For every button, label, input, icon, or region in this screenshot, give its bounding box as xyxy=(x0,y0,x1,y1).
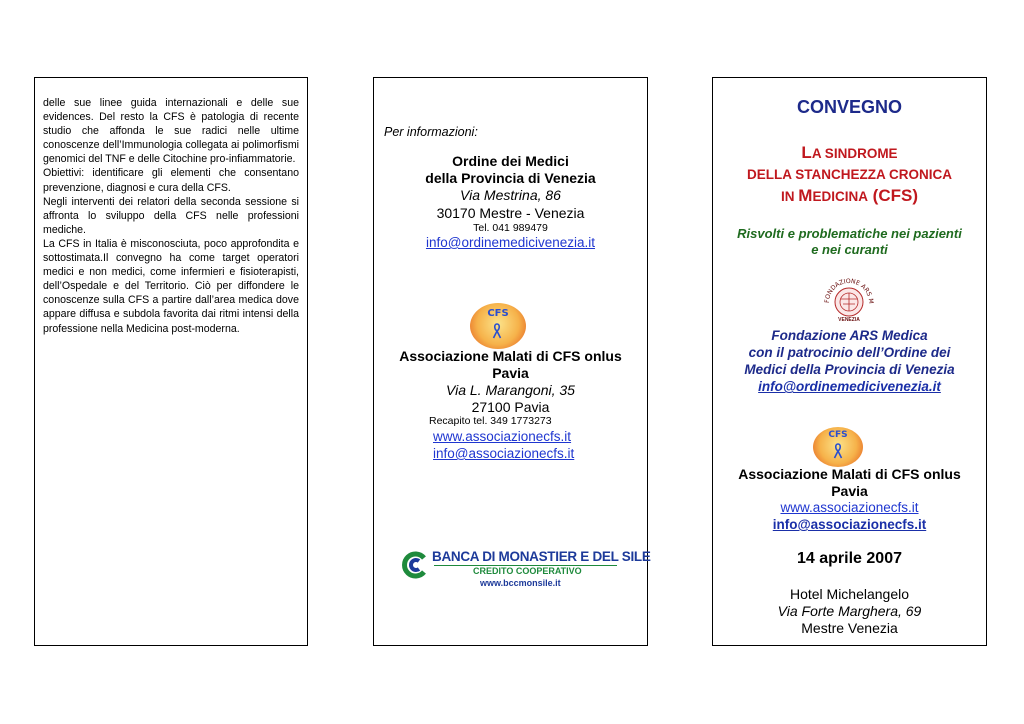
assoc-right-2: Pavia xyxy=(831,483,868,499)
fondazione-line-1: Fondazione ARS Medica xyxy=(771,328,928,343)
ribbon-icon xyxy=(492,323,502,339)
convegno-heading: CONVEGNO xyxy=(796,97,902,117)
bank-name: BANCA DI MONASTIER E DEL SILE xyxy=(432,549,651,564)
body-text xyxy=(43,96,299,336)
hotel-city: Mestre Venezia xyxy=(801,620,898,636)
paragraph-1: delle sue linee guida internazionali e delle sue evidences. Del resto la CFS è patologia di recente studio che affonda le sue radici nelle ultime conoscenze dell’Immunologia collegata ai polimorfismi genomici del TNF e delle Citochine pro-infiammatorie. xyxy=(43,97,299,166)
ordine-tel: Tel. 041 989479 xyxy=(473,222,548,234)
title-cap-m: M xyxy=(798,186,813,205)
subtitle-2: e nei curanti xyxy=(811,242,888,257)
paragraph-3: Negli interventi dei relatori della seconda sessione si affronta lo sviluppo della CFS nelle professioni mediche. xyxy=(43,195,299,236)
bank-url: www.bccmonsile.it xyxy=(480,578,561,588)
seal-city: VENEZIA xyxy=(838,317,860,323)
right-panel xyxy=(712,77,987,646)
ordine-name-1: Ordine dei Medici xyxy=(452,153,569,169)
fondazione-line-2: con il patrocinio dell’Ordine dei xyxy=(748,345,951,360)
ordine-name-2: della Provincia di Venezia xyxy=(425,170,596,186)
title-cap-l: L xyxy=(801,143,812,162)
paragraph-2: Obiettivi: identificare gli elementi che consentano prevenzione, diagnosi e cura della CFS. xyxy=(43,167,299,194)
info-label: Per informazioni: xyxy=(384,125,478,139)
assoc-street: Via L. Marangoni, 35 xyxy=(446,382,575,398)
title-line-1 xyxy=(713,143,986,163)
title-in: IN xyxy=(781,189,799,204)
ribbon-small-icon xyxy=(833,443,843,459)
ordine-street: Via Mestrina, 86 xyxy=(460,187,561,203)
assoc-city: 27100 Pavia xyxy=(471,399,550,415)
bank-emblem-icon xyxy=(400,550,430,580)
seal-text: FONDAZIONE ARS M xyxy=(823,277,875,305)
cfs-logo-small xyxy=(813,427,863,467)
event-date: 14 aprile 2007 xyxy=(797,550,902,567)
bank-logo xyxy=(400,548,651,592)
assoc-tel: Recapito tel. 349 1773273 xyxy=(429,415,552,427)
left-panel xyxy=(34,77,308,646)
hotel-address: Via Forte Marghera, 69 xyxy=(777,603,922,619)
title-rest-1: A SINDROME xyxy=(811,146,898,161)
middle-panel xyxy=(373,77,651,646)
title-line-3 xyxy=(713,186,986,206)
fondazione-seal xyxy=(821,273,877,329)
title-cfs: (CFS) xyxy=(867,186,918,205)
cfs-logo-text: CFS xyxy=(487,308,509,319)
hotel-name: Hotel Michelangelo xyxy=(789,586,910,602)
assoc-right-email-link[interactable]: info@associazionecfs.it xyxy=(772,517,927,532)
fondazione-line-3: Medici della Provincia di Venezia xyxy=(744,362,955,377)
title-rest-3: EDICINA xyxy=(812,189,868,204)
ordine-city: 30170 Mestre - Venezia xyxy=(436,205,585,221)
ordine-email-link[interactable]: info@ordinemedicivenezia.it xyxy=(425,235,596,250)
assoc-right-1: Associazione Malati di CFS onlus xyxy=(738,466,961,482)
assoc-right-web-link[interactable]: www.associazionecfs.it xyxy=(780,500,919,515)
paragraph-4: La CFS in Italia è misconosciuta, poco approfondita e sottostimata.Il convegno ha come target operatori medici e non medici, come infermieri e fisioterapisti, dell’Ospedale e del Territorio. Ciò per diffondere le conoscenze sulla CFS a partire dall’area medica dove appare diffusa e subdola favorita dai ritmi intensi della professione nella Medicina post-moderna. xyxy=(43,237,299,335)
fondazione-email-link[interactable]: info@ordinemedicivenezia.it xyxy=(758,379,941,394)
bank-sub: CREDITO COOPERATIVO xyxy=(473,566,582,576)
title-line-2: DELLA STANCHEZZA CRONICA xyxy=(747,167,952,182)
assoc-name-1: Associazione Malati di CFS onlus xyxy=(399,348,622,364)
assoc-name-2: Pavia xyxy=(492,365,529,381)
assoc-email-link[interactable]: info@associazionecfs.it xyxy=(433,446,575,461)
cfs-logo-small-text: CFS xyxy=(828,430,848,440)
cfs-logo xyxy=(470,303,526,349)
subtitle-1: Risvolti e problematiche nei pazienti xyxy=(737,226,962,241)
assoc-web-link[interactable]: www.associazionecfs.it xyxy=(433,429,572,444)
